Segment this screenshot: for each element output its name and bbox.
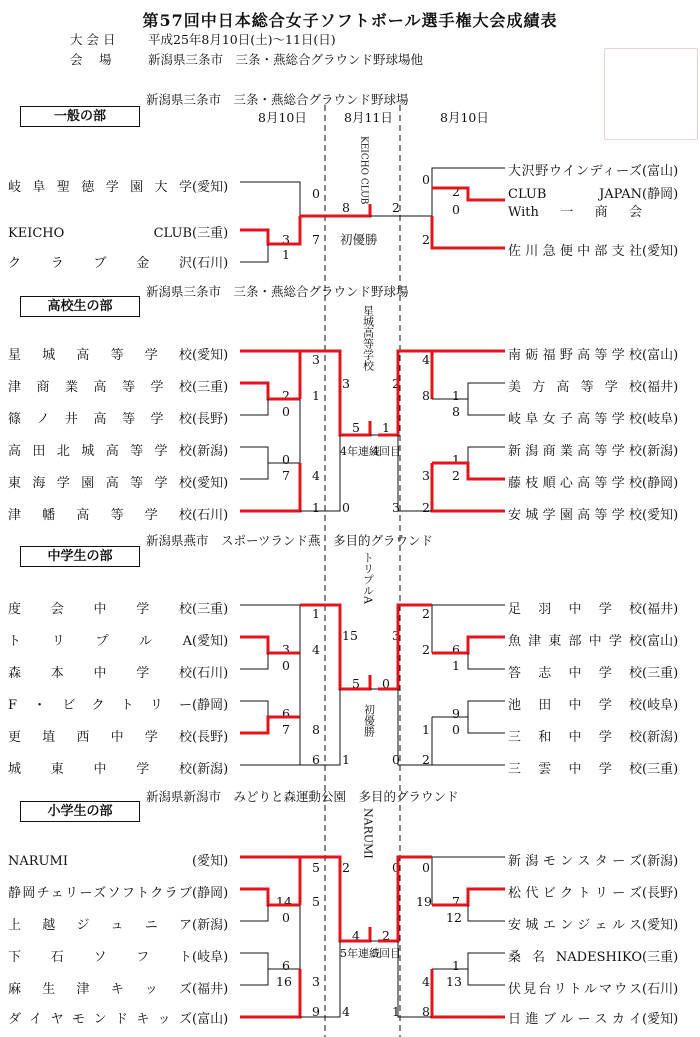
bracket-line [240, 905, 268, 921]
bracket-line [240, 463, 300, 511]
score: 0 [452, 722, 460, 737]
bracket-line [398, 689, 432, 765]
team-right: 佐川急便中部支社(愛知) [508, 244, 679, 259]
date-day1: 8月10日 [258, 110, 307, 125]
dates-value: 平成25年8月10日(土)～11日(日) [148, 32, 336, 47]
ippan-champion: KEICHO CLUB [358, 136, 369, 205]
bracket-line [240, 717, 300, 733]
score: 0 [312, 186, 320, 201]
score: 6 [312, 752, 320, 767]
team-right: 桑名NADESHIKO(三重) [508, 950, 679, 965]
date-day2: 8月11日 [344, 110, 393, 125]
chugaku-champion: トリプルA [361, 552, 375, 604]
bracket-line [468, 447, 505, 463]
score: 0 [342, 500, 350, 515]
team-right: 松代ビクトリーズ(長野) [508, 886, 679, 901]
score: 0 [282, 658, 290, 673]
score: 1 [312, 388, 320, 403]
score: 0 [452, 202, 460, 217]
team-right: 答志中学校(三重) [508, 666, 679, 681]
score: 1 [452, 388, 460, 403]
score: 8 [422, 1004, 430, 1019]
score: 1 [452, 658, 460, 673]
bracket-line-winner [432, 188, 505, 200]
score: 2 [422, 642, 430, 657]
shogaku-champion: NARUMI [361, 808, 375, 859]
bracket-line [378, 605, 432, 689]
bracket-line [300, 351, 362, 435]
score: 7 [282, 722, 290, 737]
score: 2 [452, 468, 460, 483]
team-right: 大沢野ウインディーズ(富山) [508, 164, 679, 179]
team-right: 安城エンジェルス(愛知) [508, 918, 679, 933]
bracket-line [240, 463, 300, 479]
bracket-line [300, 857, 362, 941]
bracket-line [468, 905, 505, 921]
shogaku-venue: 新潟県新潟市 みどりと森運動公園 多目的グラウンド [146, 789, 459, 804]
team-left: 上越ジュニア(新潟) [8, 918, 229, 933]
bracket-line [240, 857, 300, 905]
bracket-line [240, 701, 268, 717]
bracket-line-winner [240, 216, 300, 244]
bracket-line-winner [362, 421, 370, 435]
bracket-line [432, 717, 505, 733]
score: 2 [342, 860, 350, 875]
ippan-note: 初優勝 [340, 232, 378, 247]
score: 0 [282, 404, 290, 419]
score: 6 [452, 642, 460, 657]
team-left: 津幡高等学校(石川) [8, 508, 229, 523]
score: 8 [312, 722, 320, 737]
chugaku-venue: 新潟県燕市 スポーツランド燕 多目的グラウンド [146, 533, 434, 548]
team-right: 伏見台リトルマウス(石川) [508, 982, 679, 997]
team-left: 静岡チェリーズソフトクラブ(静岡) [8, 886, 229, 901]
team-right: 藤枝順心高等学校(静岡) [508, 476, 679, 491]
bracket-line [240, 383, 300, 399]
bracket-line [300, 689, 340, 765]
score: 1 [452, 452, 460, 467]
bracket-line [468, 653, 505, 669]
bracket-line [398, 941, 432, 1017]
bracket-line [378, 857, 432, 941]
score: 0 [382, 676, 390, 691]
team-right: 池田中学校(岐阜) [508, 698, 679, 713]
date-day3: 8月10日 [440, 110, 489, 125]
bracket-line [240, 182, 300, 216]
score: 3 [312, 352, 320, 367]
score: 12 [446, 910, 462, 925]
bracket-line [300, 435, 340, 511]
shogaku-note1: 5年連続 [340, 947, 380, 960]
team-left: KEICHO CLUB(三重) [8, 226, 229, 241]
bracket-line [240, 953, 268, 969]
ippan-section-label: 一般の部 [20, 106, 140, 127]
bracket-line [240, 447, 268, 463]
shogaku-note2: 5回目 [372, 947, 401, 960]
team-left: 岐阜聖徳学園大学(愛知) [8, 180, 229, 195]
bracket-line [300, 605, 362, 689]
bracket-line [240, 244, 268, 262]
team-left: 篠ノ井高等学校(長野) [8, 412, 229, 427]
score: 13 [446, 974, 462, 989]
score: 16 [276, 974, 292, 989]
score: 3 [392, 628, 400, 643]
bracket-line [432, 383, 505, 399]
score: 2 [422, 752, 430, 767]
team-left: 高田北城高等学校(新潟) [8, 444, 229, 459]
score: 2 [422, 606, 430, 621]
bracket-line [240, 889, 300, 905]
score: 1 [382, 420, 390, 435]
score: 1 [392, 1004, 400, 1019]
score: 5 [352, 676, 360, 691]
score: 0 [282, 452, 290, 467]
score: 1 [342, 752, 350, 767]
score: 0 [422, 172, 430, 187]
score: 4 [312, 468, 320, 483]
score: 1 [312, 606, 320, 621]
chugaku-section-label: 中学生の部 [20, 546, 140, 567]
bracket-line [468, 701, 505, 717]
team-right: CLUB JAPAN(静岡) [508, 187, 679, 202]
bracket-line [432, 463, 505, 479]
bracket-line [468, 399, 505, 415]
team-left: クラブ金沢(石川) [8, 256, 229, 271]
dates-label: 大 会 日 [70, 32, 116, 47]
score: 7 [282, 468, 290, 483]
score: 2 [382, 928, 390, 943]
score: 0 [282, 910, 290, 925]
koukou-note2: 4回目 [372, 445, 401, 458]
score: 6 [282, 706, 290, 721]
team-right: With一商会 [508, 205, 642, 220]
bracket-line [240, 605, 300, 653]
page-title: 第57回中日本総合女子ソフトボール選手権大会成績表 [142, 11, 558, 30]
koukou-note1: 4年連続 [340, 445, 380, 458]
bracket-line [240, 969, 300, 985]
score: 4 [312, 642, 320, 657]
score: 8 [422, 388, 430, 403]
bracket-line [240, 653, 268, 669]
chugaku-note: 初優勝 [362, 704, 376, 737]
team-left: ダイヤモンドキッズ(富山) [8, 1012, 229, 1027]
score: 1 [312, 500, 320, 515]
score: 6 [282, 958, 290, 973]
team-left: 下石ソフト(岐阜) [8, 950, 229, 965]
score: 15 [342, 628, 358, 643]
score: 7 [452, 894, 460, 909]
score: 5 [312, 894, 320, 909]
bracket-line [240, 637, 300, 653]
score: 8 [342, 200, 350, 215]
bracket-line-winner [362, 675, 370, 689]
score: 19 [416, 894, 432, 909]
score: 3 [282, 642, 290, 657]
shogaku-section-label: 小学生の部 [20, 801, 140, 822]
score: 7 [312, 232, 320, 247]
team-left: 更埴西中学校(長野) [8, 730, 229, 745]
score: 1 [422, 722, 430, 737]
score: 1 [452, 958, 460, 973]
bracket-line [240, 399, 268, 415]
score: 2 [422, 500, 430, 515]
score: 3 [282, 232, 290, 247]
score: 2 [282, 388, 290, 403]
team-right: 三雲中学校(三重) [508, 762, 679, 777]
team-left: 麻生津キッズ(福井) [8, 982, 229, 997]
bracket-line-winner [432, 216, 505, 248]
score: 0 [392, 752, 400, 767]
team-left: 度会中学校(三重) [8, 602, 229, 617]
team-right: 新潟モンスターズ(新潟) [508, 854, 679, 869]
bracket-line [468, 953, 505, 969]
bracket-line [432, 889, 505, 905]
score: 5 [312, 860, 320, 875]
score: 14 [276, 894, 292, 909]
koukou-section-label: 高校生の部 [20, 296, 140, 317]
team-right: 日進ブルースカイ(愛知) [508, 1012, 679, 1027]
team-left: F・ビクトリー(静岡) [8, 698, 229, 713]
score: 3 [422, 468, 430, 483]
team-right: 足羽中学校(福井) [508, 602, 679, 617]
team-left: 星城高等学校(愛知) [8, 348, 229, 363]
team-left: 津商業高等学校(三重) [8, 380, 229, 395]
team-right: 美方高等学校(福井) [508, 380, 679, 395]
team-right: 岐阜女子高等学校(岐阜) [508, 412, 679, 427]
score: 3 [342, 376, 350, 391]
venue-label: 会 場 [70, 52, 112, 67]
bracket-line [398, 435, 432, 511]
score: 9 [312, 1004, 320, 1019]
score: 4 [422, 974, 430, 989]
score: 1 [282, 247, 290, 262]
score: 9 [452, 706, 460, 721]
team-left: NARUMI (愛知) [8, 854, 229, 869]
score: 2 [392, 376, 400, 391]
score: 8 [452, 404, 460, 419]
bracket-line [432, 637, 505, 653]
bracket-line [378, 351, 432, 435]
score: 2 [422, 232, 430, 247]
score: 2 [452, 184, 460, 199]
venue-value: 新潟県三条市 三条・燕総合グラウンド野球場他 [148, 52, 424, 67]
score: 2 [392, 200, 400, 215]
score: 4 [422, 352, 430, 367]
team-left: 東海学園高等学校(愛知) [8, 476, 229, 491]
bracket-line-winner [300, 204, 370, 216]
team-right: 南砺福野高等学校(富山) [508, 348, 679, 363]
team-left: 城東中学校(新潟) [8, 762, 229, 777]
koukou-venue: 新潟県三条市 三条・燕総合グラウンド野球場 [146, 284, 409, 299]
score: 0 [392, 860, 400, 875]
score: 4 [342, 1004, 350, 1019]
bracket-line-winner [362, 927, 370, 941]
score: 3 [312, 974, 320, 989]
score: 0 [422, 860, 430, 875]
score: 4 [352, 928, 360, 943]
team-right: 魚津東部中学校(富山) [508, 634, 679, 649]
bracket-line [300, 941, 340, 1017]
bracket-line [240, 969, 300, 1017]
team-left: トリプルA(愛知) [8, 634, 229, 649]
score: 3 [392, 500, 400, 515]
bracket-line [240, 717, 300, 765]
ippan-venue: 新潟県三条市 三条・燕総合グラウンド野球場 [146, 92, 409, 107]
bracket-line [240, 351, 300, 399]
team-left: 森本中学校(石川) [8, 666, 229, 681]
team-right: 三和中学校(新潟) [508, 730, 679, 745]
bracket-line [432, 969, 505, 985]
koukou-champion: 星城高等学校 [361, 305, 375, 371]
team-right: 安城学園高等学校(愛知) [508, 508, 679, 523]
score: 5 [352, 420, 360, 435]
team-right: 新潟商業高等学校(新潟) [508, 444, 679, 459]
